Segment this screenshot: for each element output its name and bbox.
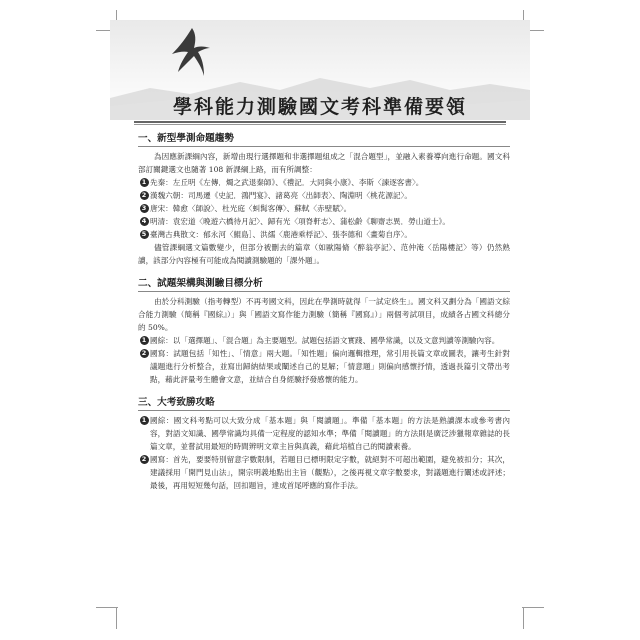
list-item-text: 唐宋：韓愈〈師說〉、杜光庭〈虯髯客傳〉、蘇軾〈赤壁賦〉。	[150, 204, 352, 213]
section-divider	[138, 291, 510, 292]
title-divider	[134, 121, 506, 123]
list-item-text: 國綜：以「選擇題」、「混合題」為主要題型。試題包括語文實踐、國學常識，以及文意判讀等測驗內容。	[150, 336, 500, 345]
list-item	[138, 176, 510, 189]
crop-mark-bl-v	[116, 607, 117, 629]
list-item-text: 國綜：國文科考點可以大致分成「基本題」與「閱讀題」。準備「基本題」的方法是熟讀課本或參考書內容，對語文知識、國學常識均具備一定程度的認知水準；準備「閱讀題」的方法則是廣泛涉獵報章雜誌的長篇文章，並嘗試用最短的時間辨明文章主旨與真義，藉此培植自己的閱讀素養。	[150, 416, 510, 451]
number-badge: 2	[138, 190, 150, 202]
list-item	[138, 202, 510, 215]
list-item-text: 明清：袁宏道〈晚遊六橋待月記〉、歸有光〈項脊軒志〉、蒲松齡《聊齋志異．勞山道士》。	[150, 217, 450, 226]
number-badge: 3	[138, 203, 150, 215]
list-item-text: 漢魏六朝：司馬遷《史記．鴻門宴》、諸葛亮〈出師表〉、陶淵明〈桃花源記〉。	[150, 191, 412, 200]
list-item	[138, 347, 510, 386]
crop-mark-br-v	[523, 607, 524, 629]
number-badge: 1	[138, 415, 150, 427]
list-item-text: 先秦：左丘明《左傳．燭之武退秦師》、《禮記．大同與小康》、李斯〈諫逐客書〉。	[150, 178, 424, 187]
section-divider	[138, 410, 510, 411]
title-divider-thin	[134, 124, 506, 125]
paragraph: 儘管課綱選文篇數變少，但部分被刪去的篇章（如歐陽脩〈醉翁亭記〉、范仲淹〈岳陽樓記〉等）仍然熟讀，該部分內容極有可能成為閱讀測驗題的「課外題」。	[138, 243, 510, 265]
paragraph: 由於分科測驗（指考轉型）不再考國文科，因此在學測時就得「一試定終生」。國文科又劃分為「國語文綜合能力測驗（簡稱『國綜』）」與「國語文寫作能力測驗（簡稱『國寫』）」兩個考試項目，成績各占國文科總分的 50%。	[138, 297, 510, 332]
section-divider	[138, 146, 510, 147]
section-heading: 一、新型學測命題趨勢	[138, 133, 234, 144]
section-heading: 二、試題架構與測驗目標分析	[138, 278, 263, 289]
number-badge: 5	[138, 229, 150, 241]
list-item	[138, 414, 510, 453]
number-badge: 2	[138, 348, 150, 360]
paragraph: 為因應新課綱內容，新增由現行選擇題和非選擇題組成之「混合題型」，並融入素養導向進行命題。國文科部訂關鍵選文也隨著 108 新課綱上路，而有所調整：	[138, 152, 510, 174]
list-item	[138, 453, 510, 492]
crop-mark-bl-h	[96, 607, 118, 608]
page-title: 學科能力測驗國文考科準備要領	[172, 96, 467, 118]
crop-mark-br-h	[522, 607, 544, 608]
list-item	[138, 334, 510, 347]
number-badge: 1	[138, 335, 150, 347]
number-badge: 2	[138, 454, 150, 466]
list-item-text: 國寫：試題包括「知性」、「情意」兩大題。「知性題」偏向邏輯推理，常引用長篇文章或圖表，讓考生針對議題進行分析整合，並寫出歸納結果或闡述自己的見解；「情意題」則偏向感懷抒情，透過長篇引文帶出考點，藉此評量考生體會文意，並結合自身經驗抒發感懷的能力。	[150, 349, 510, 384]
list-item-text: 臺灣古典散文：郁永河〈鯤島］、洪繻〈鹿港乘桴記〉、張李德和〈畫菊自序〉。	[150, 230, 412, 239]
list-item	[138, 189, 510, 202]
number-badge: 4	[138, 216, 150, 228]
eagle-icon	[158, 24, 218, 84]
section-heading: 三、大考致勝攻略	[138, 397, 215, 408]
number-badge: 1	[138, 177, 150, 189]
article-body	[138, 126, 510, 492]
list-item-text: 國寫：首先，要要特別留意字數限制，若題目已標明限定字數，就絕對不可超出範圍，避免被扣分；其次，建議採用「開門見山法」，開宗明義地點出主旨（觀點），之後再視文章字數要求，對議題進行闡述或評述；最後，再用短短幾句話，回扣題旨，達成首尾呼應的寫作手法。	[150, 455, 510, 490]
list-item	[138, 228, 510, 241]
list-item	[138, 215, 510, 228]
